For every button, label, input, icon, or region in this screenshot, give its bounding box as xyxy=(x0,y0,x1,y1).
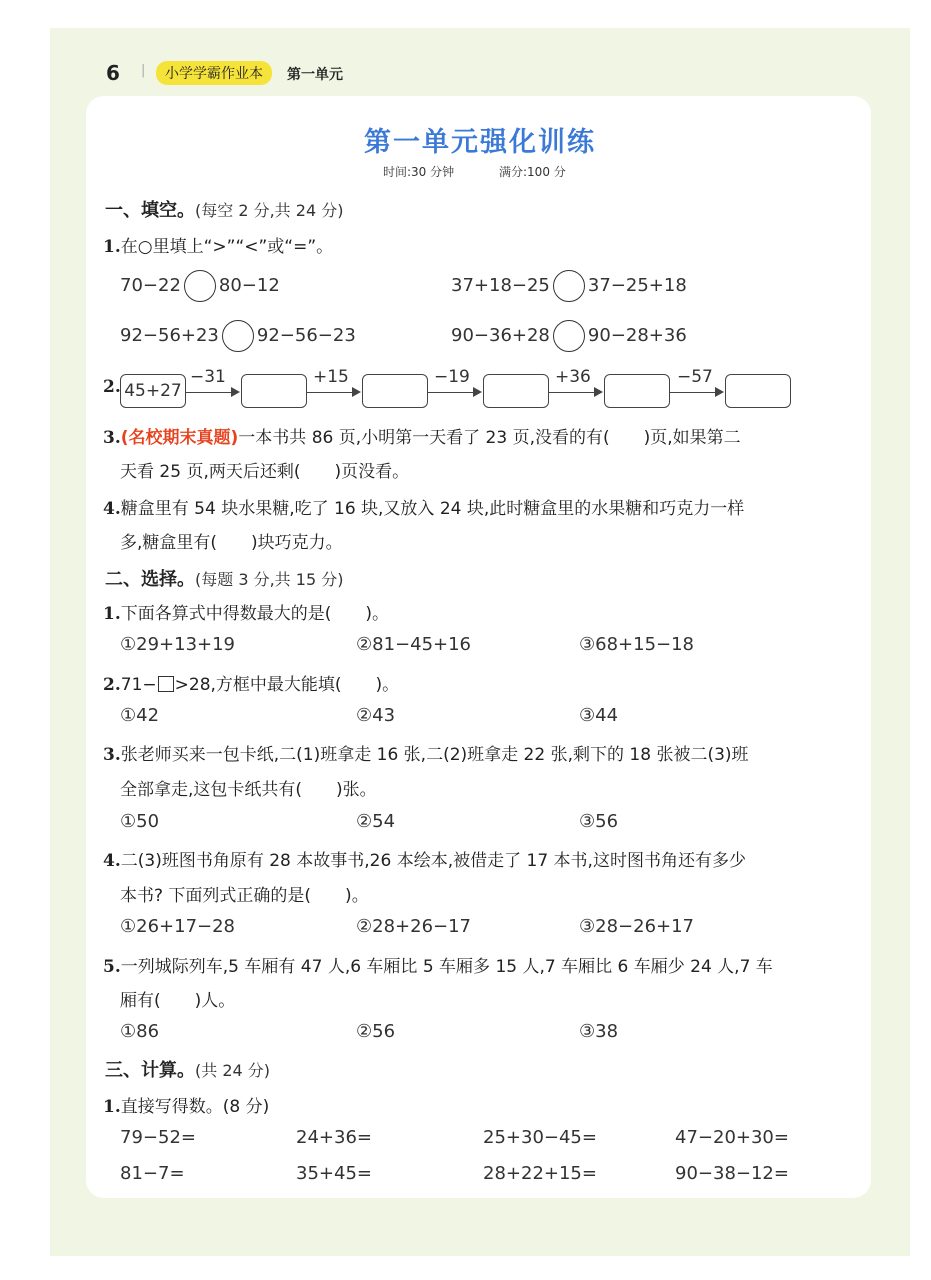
option[interactable]: ①26+17−28 xyxy=(120,916,236,937)
arrow-head-icon xyxy=(231,387,240,397)
option[interactable]: ②56 xyxy=(356,1021,396,1042)
arrow-head-icon xyxy=(715,387,724,397)
chain-arrow-1 xyxy=(186,392,232,393)
section-1-note: (每空 2 分,共 24 分) xyxy=(195,201,344,220)
question-text: 一本书共 86 页,小明第一天看了 23 页,没看的有( )页,如果第二 xyxy=(238,428,741,448)
question-text: 二(3)班图书角原有 28 本故事书,26 本绘本,被借走了 17 本书,这时图书角还有多少 xyxy=(120,851,746,871)
question-text: 张老师买来一包卡纸,二(1)班拿走 16 张,二(2)班拿走 22 张,剩下的 18 张被二(3)班 xyxy=(120,745,749,765)
section-2-heading xyxy=(105,565,343,591)
question-2-3-line-1 xyxy=(103,740,749,765)
page-number: 6 xyxy=(106,61,120,85)
calc-item: 25+30−45= xyxy=(483,1127,597,1148)
time-limit: 时间:30 分钟 xyxy=(383,165,455,179)
option[interactable]: ①42 xyxy=(120,705,160,726)
compare-item-4 xyxy=(451,320,687,352)
question-1-3-line-1 xyxy=(103,423,741,448)
section-1-title: 一、填空。 xyxy=(105,200,195,221)
calc-item: 79−52= xyxy=(120,1127,196,1148)
chain-answer-box-4[interactable] xyxy=(604,374,670,408)
question-number: 4. xyxy=(103,851,121,871)
question-1-3-line-2: 天看 25 页,两天后还剩( )页没看。 xyxy=(120,462,410,482)
option[interactable]: ②43 xyxy=(356,705,396,726)
compare-right: 80−12 xyxy=(218,275,280,296)
compare-left: 37+18−25 xyxy=(451,275,550,296)
question-text: 直接写得数。(8 分) xyxy=(120,1097,270,1117)
chain-answer-box-1[interactable] xyxy=(241,374,307,408)
chain-arrow-4 xyxy=(549,392,595,393)
chain-op-4: +36 xyxy=(555,367,591,387)
chain-op-2: +15 xyxy=(313,367,349,387)
chain-answer-box-5[interactable] xyxy=(725,374,791,408)
exam-source-tag: (名校期末真题) xyxy=(120,428,239,448)
question-2-4-line-2: 本书? 下面列式正确的是( )。 xyxy=(120,886,369,906)
option[interactable]: ②28+26−17 xyxy=(356,916,472,937)
section-2-note: (每题 3 分,共 15 分) xyxy=(195,570,344,589)
question-number: 3. xyxy=(103,428,121,448)
question-number: 2. xyxy=(103,675,121,695)
question-text: 在○里填上“>”“<”或“=”。 xyxy=(120,237,334,257)
question-2-2 xyxy=(103,670,399,695)
question-2-5-line-2: 厢有( )人。 xyxy=(120,991,236,1011)
page-title: 第一单元强化训练 xyxy=(364,127,596,158)
compare-left: 90−36+28 xyxy=(451,325,550,346)
question-text: >28,方框中最大能填( )。 xyxy=(174,675,400,695)
header-separator: | xyxy=(141,63,146,78)
answer-circle[interactable] xyxy=(553,320,585,352)
compare-left: 70−22 xyxy=(120,275,181,296)
option[interactable]: ②54 xyxy=(356,811,396,832)
chain-op-1: −31 xyxy=(190,367,226,387)
question-2-1 xyxy=(103,599,389,624)
question-text: 71− xyxy=(120,675,157,695)
question-number: 1. xyxy=(103,1097,121,1117)
chain-arrow-2 xyxy=(307,392,353,393)
section-3-heading xyxy=(105,1056,270,1082)
question-number: 5. xyxy=(103,957,121,977)
chain-arrow-3 xyxy=(428,392,474,393)
unit-label: 第一单元 xyxy=(287,67,343,83)
option[interactable]: ①86 xyxy=(120,1021,160,1042)
answer-circle[interactable] xyxy=(553,270,585,302)
question-text: 一列城际列车,5 车厢有 47 人,6 车厢比 5 车厢多 15 人,7 车厢比 6 车厢少 24 人,7 车 xyxy=(120,957,773,977)
chain-op-3: −19 xyxy=(434,367,470,387)
question-number: 3. xyxy=(103,745,121,765)
compare-left: 92−56+23 xyxy=(120,325,219,346)
question-1-4-line-1 xyxy=(103,494,744,519)
answer-circle[interactable] xyxy=(222,320,254,352)
option[interactable]: ①29+13+19 xyxy=(120,634,236,655)
option[interactable]: ③28−26+17 xyxy=(579,916,695,937)
compare-right: 92−56−23 xyxy=(256,325,356,346)
section-3-title: 三、计算。 xyxy=(105,1060,195,1081)
chain-answer-box-3[interactable] xyxy=(483,374,549,408)
section-3-note: (共 24 分) xyxy=(195,1061,271,1080)
chain-op-5: −57 xyxy=(677,367,713,387)
compare-right: 90−28+36 xyxy=(587,325,687,346)
section-2-title: 二、选择。 xyxy=(105,569,195,590)
book-name-badge: 小学学霸作业本 xyxy=(156,61,272,85)
question-2-4-line-1 xyxy=(103,846,746,871)
chain-answer-box-2[interactable] xyxy=(362,374,428,408)
calc-item: 47−20+30= xyxy=(675,1127,789,1148)
answer-circle[interactable] xyxy=(184,270,216,302)
option[interactable]: ②81−45+16 xyxy=(356,634,472,655)
question-text: 糖盒里有 54 块水果糖,吃了 16 块,又放入 24 块,此时糖盒里的水果糖和巧克力一样 xyxy=(120,499,745,519)
option[interactable]: ③68+15−18 xyxy=(579,634,695,655)
question-2-3-line-2: 全部拿走,这包卡纸共有( )张。 xyxy=(120,780,377,800)
arrow-head-icon xyxy=(473,387,482,397)
question-3-1 xyxy=(103,1092,269,1117)
question-number: 1. xyxy=(103,237,121,257)
calc-item: 24+36= xyxy=(296,1127,372,1148)
calc-item: 35+45= xyxy=(296,1163,372,1184)
option[interactable]: ③56 xyxy=(579,811,619,832)
chain-start-box: 45+27 xyxy=(120,374,186,408)
compare-item-3 xyxy=(120,320,356,352)
arrow-head-icon xyxy=(352,387,361,397)
question-number: 1. xyxy=(103,604,121,624)
full-score: 满分:100 分 xyxy=(499,165,566,179)
question-2-5-line-1 xyxy=(103,952,773,977)
question-1-1 xyxy=(103,232,333,257)
calc-item: 90−38−12= xyxy=(675,1163,789,1184)
question-text: 下面各算式中得数最大的是( )。 xyxy=(120,604,390,624)
option[interactable]: ③38 xyxy=(579,1021,619,1042)
chain-arrow-5 xyxy=(670,392,716,393)
question-1-4-line-2: 多,糖盒里有( )块巧克力。 xyxy=(120,533,343,553)
option[interactable]: ③44 xyxy=(579,705,619,726)
compare-item-2 xyxy=(451,270,687,302)
arrow-head-icon xyxy=(594,387,603,397)
calc-item: 81−7= xyxy=(120,1163,185,1184)
blank-square-icon xyxy=(158,676,174,692)
question-number: 4. xyxy=(103,499,121,519)
section-1-heading xyxy=(105,196,343,222)
calc-item: 28+22+15= xyxy=(483,1163,597,1184)
compare-item-1 xyxy=(120,270,280,302)
question-number: 2. xyxy=(103,377,121,397)
option[interactable]: ①50 xyxy=(120,811,160,832)
question-1-2-number xyxy=(103,377,121,397)
compare-right: 37−25+18 xyxy=(587,275,687,296)
